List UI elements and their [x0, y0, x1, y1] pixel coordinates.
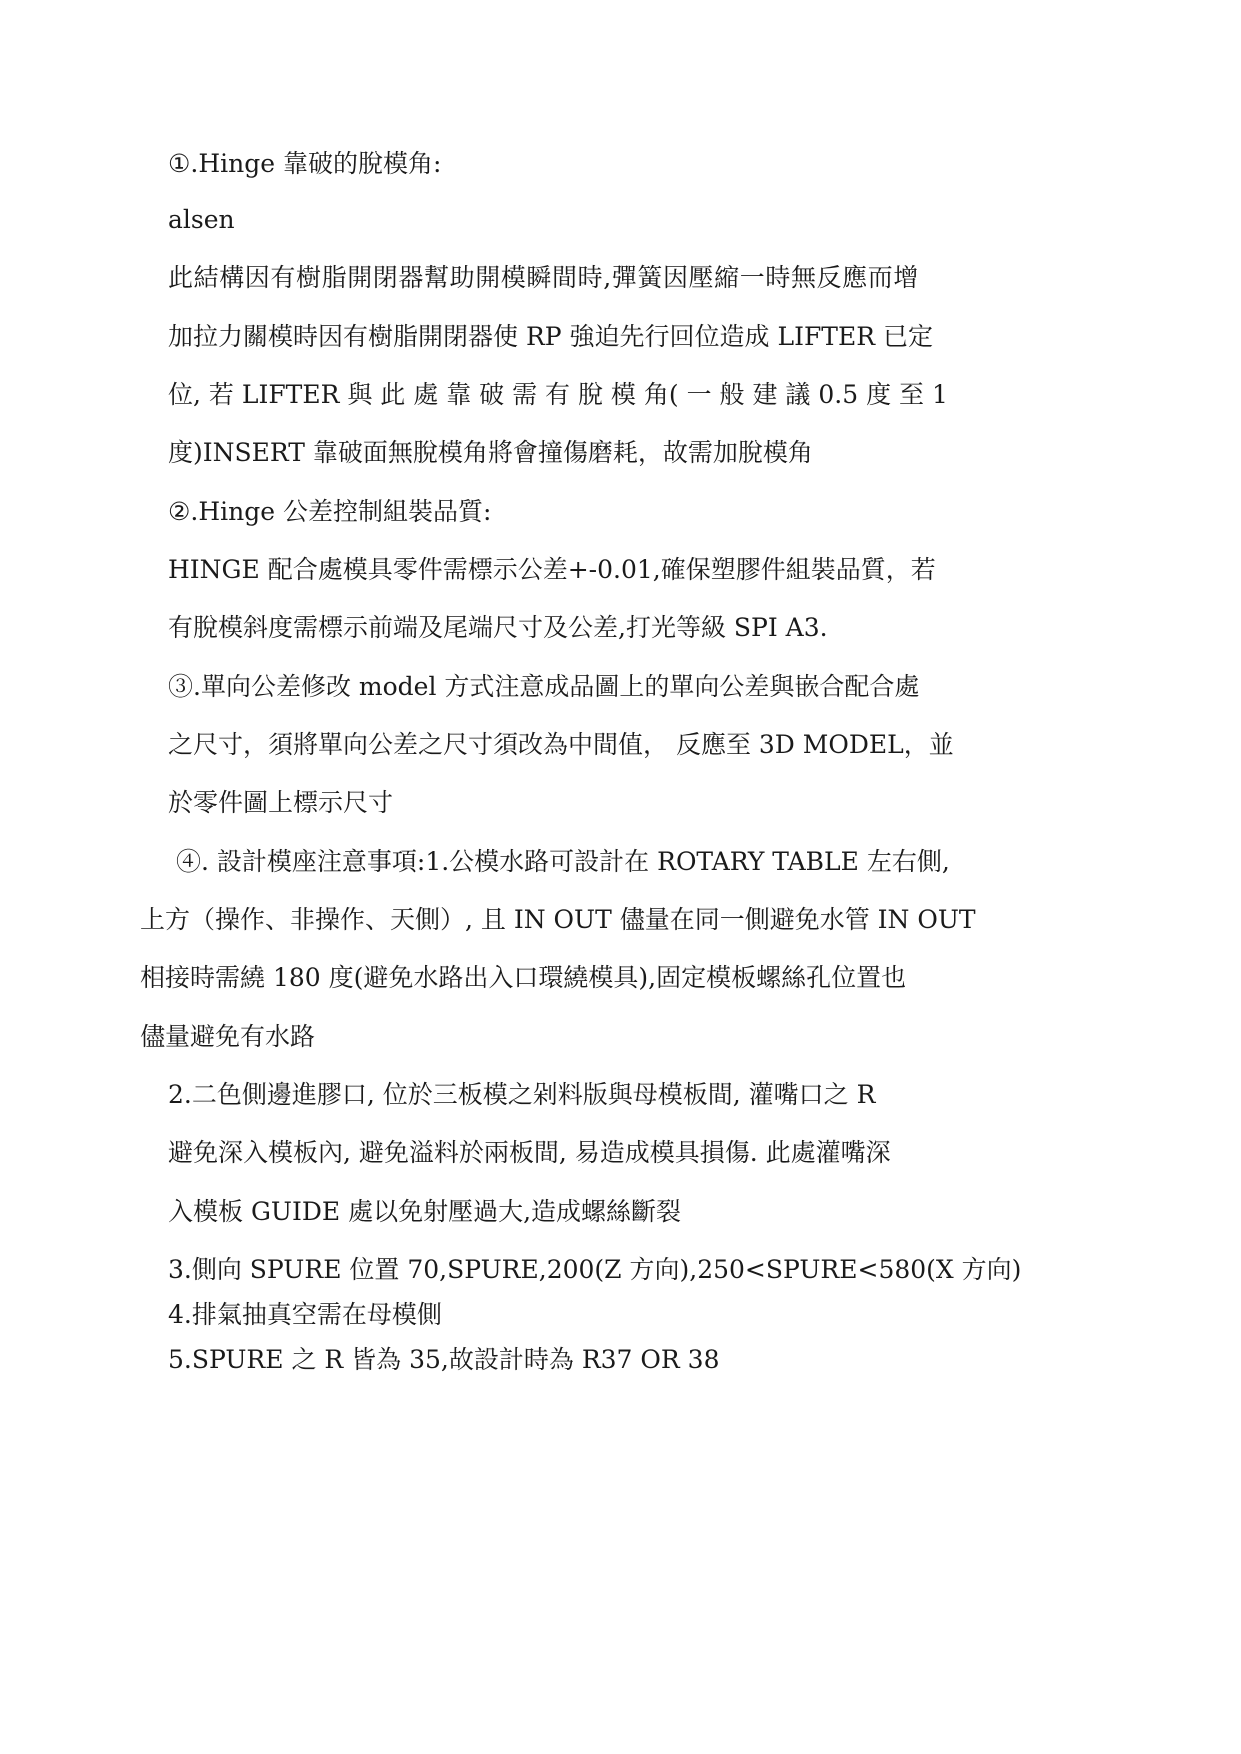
- text-line: 加拉力關模時因有樹脂開閉器使 RP 強迫先行回位造成 LIFTER 已定: [168, 322, 934, 351]
- heading-unidirectional-tolerance: ③.單向公差修改 model 方式注意成品圖上的單向公差與嵌合配合處: [168, 672, 920, 701]
- heading-hinge-tolerance: ②.Hinge 公差控制組裝品質:: [168, 497, 492, 526]
- text-line: HINGE 配合處模具零件需標示公差+-0.01,確保塑膠件組裝品質，若: [168, 555, 936, 584]
- text-line: 此結構因有樹脂開閉器幫助開模瞬間時,彈簧因壓縮一時無反應而增: [168, 263, 919, 292]
- text-line: 儘量避免有水路: [140, 1022, 316, 1051]
- text-line: 位, 若 LIFTER 與 此 處 靠 破 需 有 脫 模 角( 一 般 建 議 0.5 度 至 1: [168, 380, 948, 409]
- text-line: 避免深入模板內, 避免溢料於兩板間, 易造成模具損傷. 此處灌嘴深: [168, 1138, 891, 1167]
- text-line: 度)INSERT 靠破面無脫模角將會撞傷磨耗，故需加脫模角: [168, 438, 813, 467]
- text-line: 相接時需繞 180 度(避免水路出入口環繞模具),固定模板螺絲孔位置也: [140, 963, 907, 992]
- text-line: alsen: [168, 205, 235, 234]
- list-item: 5.SPURE 之 R 皆為 35,故設計時為 R37 OR 38: [168, 1345, 720, 1374]
- heading-mold-base-notes: ④. 設計模座注意事項:1.公模水路可設計在 ROTARY TABLE 左右側,: [176, 847, 950, 876]
- list-item: 2.二色側邊進膠口, 位於三板模之剁料版與母模板間, 灌嘴口之 R: [168, 1080, 876, 1109]
- heading-hinge-draft-angle: ①.Hinge 靠破的脫模角:: [168, 149, 442, 178]
- text-line: 於零件圖上標示尺寸: [168, 788, 394, 817]
- text-line: 入模板 GUIDE 處以免射壓過大,造成螺絲斷裂: [168, 1197, 682, 1226]
- text-line: 有脫模斜度需標示前端及尾端尺寸及公差,打光等級 SPI A3.: [168, 613, 828, 642]
- list-item: 4.排氣抽真空需在母模側: [168, 1300, 442, 1329]
- text-line: 之尺寸，須將單向公差之尺寸須改為中間值， 反應至 3D MODEL，並: [168, 730, 954, 759]
- list-item: 3.側向 SPURE 位置 70,SPURE,200(Z 方向),250<SPURE<580(X 方向): [168, 1255, 1022, 1284]
- text-line: 上方（操作、非操作、天側）, 且 IN OUT 儘量在同一側避免水管 IN OUT: [140, 905, 976, 934]
